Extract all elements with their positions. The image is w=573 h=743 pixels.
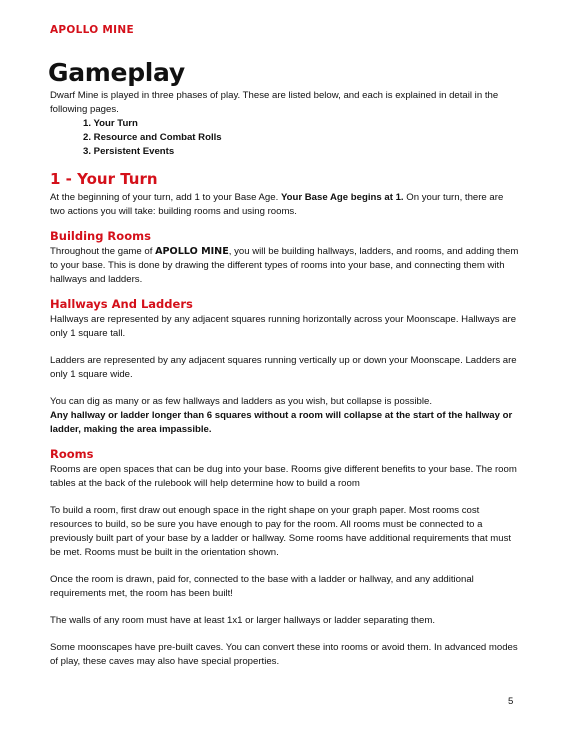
hallways-paragraph: Hallways are represented by any adjacent squares running horizontally across your Moonscape. Hallways are only 1 square tall. [50, 314, 517, 339]
intro-paragraph: Dwarf Mine is played in three phases of play. These are listed below, and each is explained in detail in the following pages. [50, 90, 499, 115]
ladders-paragraph: Ladders are represented by any adjacent squares running vertically up or down your Moonscape. Ladders are only 1 square wide. [50, 355, 517, 380]
page-title: Gameplay [48, 58, 185, 87]
rooms-paragraph-5: Some moonscapes have pre-built caves. You can convert these into rooms or avoid them. In advanced modes of play, these caves may also have special properties. [50, 642, 518, 667]
subheading-hallways-ladders: Hallways And Ladders [50, 297, 193, 311]
your-turn-text-b: On your turn, there are two actions you will take: building rooms and using rooms. [50, 192, 504, 217]
page-number: 5 [508, 696, 514, 707]
rooms-paragraph-1: Rooms are open spaces that can be dug into your base. Rooms give different benefits to your base. The room tables at the back of the rulebook will help determine how to build a room [50, 464, 517, 489]
rooms-paragraph-2: To build a room, first draw out enough space in the right shape on your graph paper. Most rooms cost resources to build, so be sure you have enough to pay for the room. All rooms must be connected to a previously built part of your base by a ladder or hallway. Some rooms have additional requirements that must be met. Rooms must be built in the orientation shown. [50, 505, 512, 558]
game-name: APOLLO MINE [155, 246, 229, 257]
section-heading-your-turn: 1 - Your Turn [50, 170, 158, 188]
rooms-paragraph-3: Once the room is drawn, paid for, connected to the base with a ladder or hallway, and any additional requirements met, the room has been built! [50, 574, 474, 599]
phase-item: 3. Persistent Events [83, 146, 175, 157]
building-text-a: Throughout the game of [50, 246, 153, 257]
building-paragraph [50, 245, 520, 287]
running-header: APOLLO MINE [50, 24, 134, 36]
building-text-b: , you will be building hallways, ladders, and rooms, and adding them to your base. This is done by drawing the different types of rooms into your base, and connecting them with hallways and ladders. [50, 246, 519, 285]
phase-list [50, 117, 520, 159]
collapse-text: You can dig as many or as few hallways and ladders as you wish, but collapse is possible. [50, 396, 433, 407]
rooms-paragraph-4: The walls of any room must have at least 1x1 or larger hallways or ladder separating them. [50, 615, 436, 626]
your-turn-paragraph [50, 191, 520, 219]
your-turn-text-a: At the beginning of your turn, add 1 to your Base Age. [50, 192, 279, 203]
phase-item: 2. Resource and Combat Rolls [83, 132, 222, 143]
collapse-paragraph [50, 395, 520, 437]
subheading-building-rooms: Building Rooms [50, 229, 151, 243]
page-content [50, 89, 520, 669]
phase-item: 1. Your Turn [83, 118, 138, 129]
subheading-rooms: Rooms [50, 447, 94, 461]
base-age-rule: Your Base Age begins at 1. [280, 192, 404, 203]
collapse-rule: Any hallway or ladder longer than 6 squares without a room will collapse at the start of the hallway or ladder, making the area impassible. [50, 410, 513, 435]
